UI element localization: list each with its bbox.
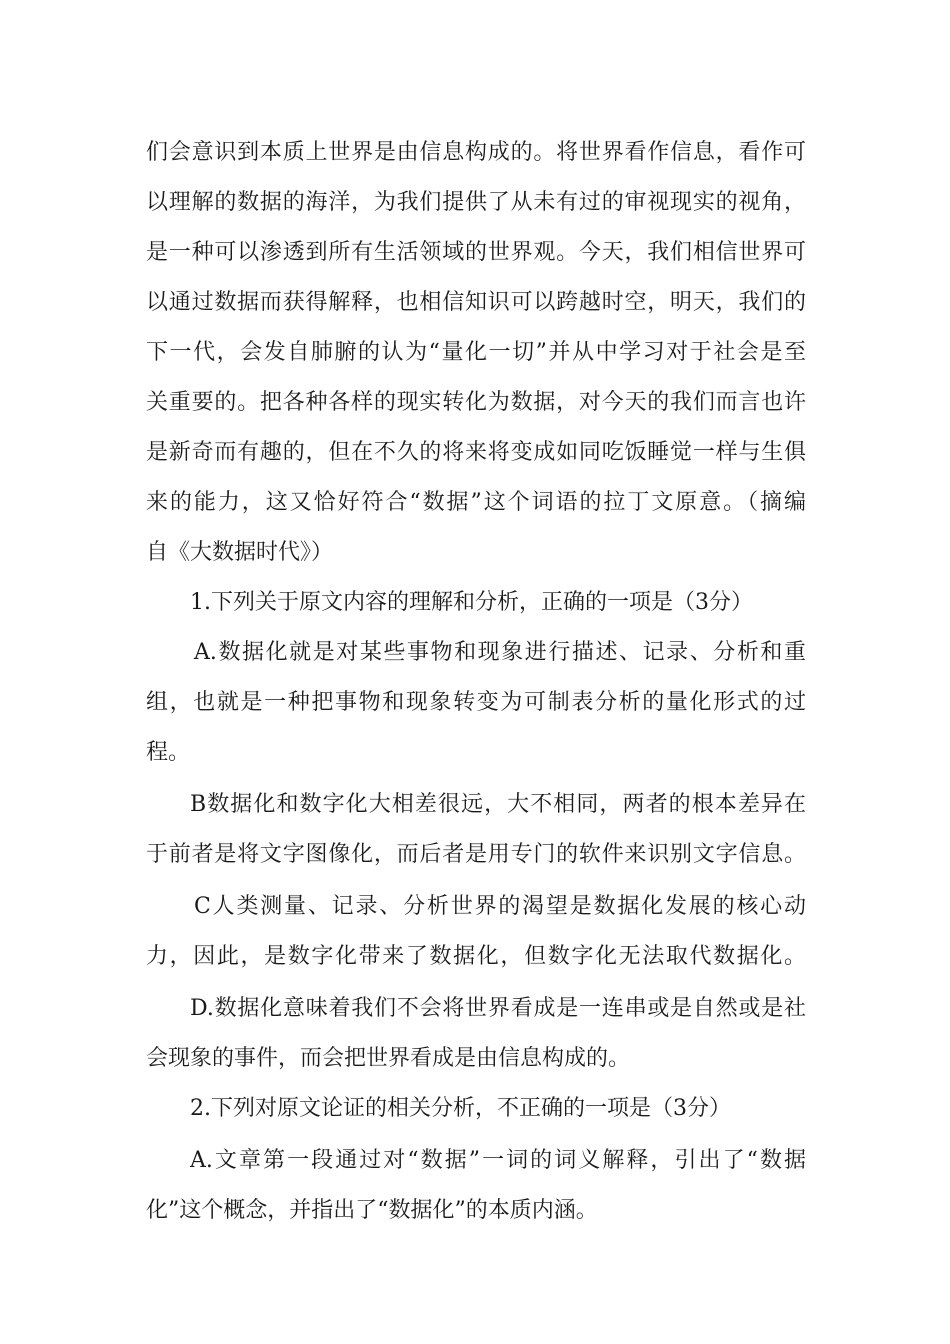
passage-line-9: 自《大数据时代》） <box>146 540 334 565</box>
q1-option-b-line-2: 于前者是将文字图像化，而后者是用专门的软件来识别文字信息。 <box>146 842 806 867</box>
passage-line-1: 们会意识到本质上世界是由信息构成的。将世界看作信息，看作可 <box>146 140 806 165</box>
passage-line-6: 关重要的。把各种各样的现实转化为数据，对今天的我们而言也许 <box>146 390 806 415</box>
q2-option-a-line-1: A.文章第一段通过对“数据”一词的词义解释，引出了“数据 <box>190 1148 806 1173</box>
passage-line-3: 是一种可以渗透到所有生活领域的世界观。今天，我们相信世界可 <box>146 240 806 265</box>
passage-line-5: 下一代，会发自肺腑的认为“量化一切”并从中学习对于社会是至 <box>146 340 806 365</box>
passage-line-4: 以通过数据而获得解释，也相信知识可以跨越时空，明天，我们的 <box>146 290 806 315</box>
question-2-stem: 2.下列对原文论证的相关分析，不正确的一项是（3分） <box>190 1096 731 1121</box>
q1-option-d-line-2: 会现象的事件，而会把世界看成是由信息构成的。 <box>146 1046 631 1071</box>
q1-option-a-line-3: 程。 <box>146 740 191 765</box>
q1-option-a-line-2: 组，也就是一种把事物和现象转变为可制表分析的量化形式的过 <box>146 690 806 715</box>
q1-option-c-line-1: C人类测量、记录、分析世界的渴望是数据化发展的核心动 <box>194 894 806 919</box>
passage-line-8: 来的能力，这又恰好符合“数据”这个词语的拉丁文原意。（摘编 <box>146 490 806 515</box>
passage-line-7: 是新奇而有趣的，但在不久的将来将变成如同吃饭睡觉一样与生俱 <box>146 440 806 465</box>
q1-option-b-line-1: B数据化和数字化大相差很远，大不相同，两者的根本差异在 <box>190 792 806 817</box>
q1-option-c-line-2: 力，因此，是数字化带来了数据化，但数字化无法取代数据化。 <box>146 944 806 969</box>
passage-line-2: 以理解的数据的海洋，为我们提供了从未有过的审视现实的视角， <box>146 190 806 215</box>
q1-option-d-line-1: D.数据化意味着我们不会将世界看成是一连串或是自然或是社 <box>190 996 806 1021</box>
q1-option-a-line-1: A.数据化就是对某些事物和现象进行描述、记录、分析和重 <box>194 640 806 665</box>
question-1-stem: 1.下列关于原文内容的理解和分析，正确的一项是（3分） <box>190 590 753 615</box>
q2-option-a-line-2: 化”这个概念，并指出了“数据化”的本质内涵。 <box>146 1198 598 1223</box>
